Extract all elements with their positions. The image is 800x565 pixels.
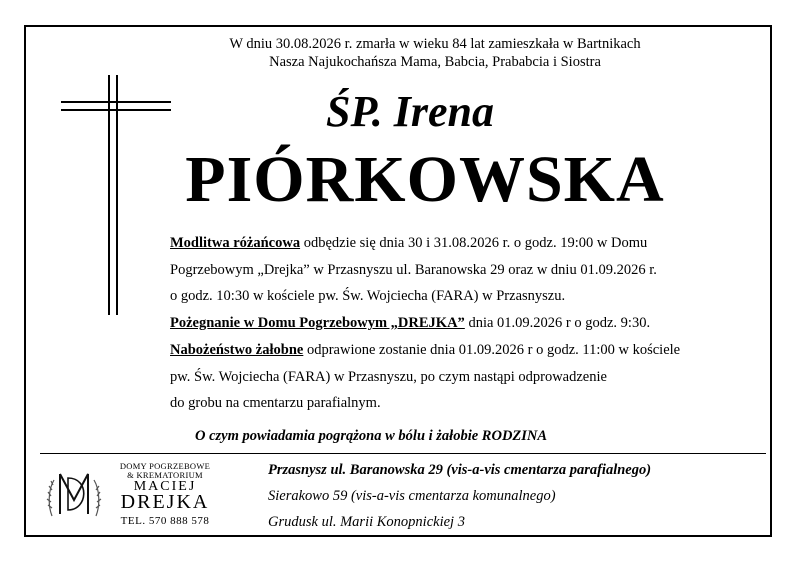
logo-subtitle-line-1: DOMY POGRZEBOWE bbox=[119, 461, 211, 471]
rosary-label: Modlitwa różańcowa bbox=[170, 235, 301, 251]
rosary-text: odbędzie się dnia 30 i 31.08.2026 r. o godz. 19:00 w Domu bbox=[300, 235, 648, 251]
intro-line-2: Nasza Najukochańsza Mama, Babcia, Prababcia i Siostra bbox=[269, 54, 601, 70]
mass-text: odprawione zostanie dnia 01.09.2026 r o godz. 11:00 w kościele bbox=[303, 342, 681, 358]
detail-line-3: o godz. 10:30 w kościele pw. Św. Wojciecha (FARA) w Przasnyszu. bbox=[170, 288, 566, 304]
cross-icon-horizontal-1 bbox=[61, 101, 171, 103]
cross-icon-vertical-1 bbox=[108, 75, 110, 315]
detail-line-6: pw. Św. Wojciecha (FARA) w Przasnyszu, po czym nastąpi odprowadzenie bbox=[170, 369, 607, 385]
cross-icon-vertical-2 bbox=[116, 75, 118, 315]
logo-subtitle bbox=[110, 462, 220, 480]
closing-line: O czym powiadamia pogrążona w bólu i żałobie RODZINA bbox=[195, 428, 548, 444]
detail-line-4 bbox=[170, 315, 650, 332]
funeral-home-logo bbox=[40, 462, 215, 528]
farewell-text: dnia 01.09.2026 r o godz. 9:30. bbox=[464, 315, 651, 331]
mass-label: Nabożeństwo żałobne bbox=[170, 342, 304, 358]
detail-line-7: do grobu na cmentarzu parafialnym. bbox=[170, 395, 381, 411]
intro-line-1: W dniu 30.08.2026 r. zmarła w wieku 84 lat zamieszkała w Bartnikach bbox=[229, 36, 641, 52]
detail-line-5 bbox=[170, 342, 680, 359]
deceased-last-name: PIÓRKOWSKA bbox=[185, 143, 665, 216]
deceased-first-name: ŚP. Irena bbox=[326, 87, 494, 136]
farewell-label: Pożegnanie w Domu Pogrzebowym „DREJKA” bbox=[170, 315, 465, 331]
address-grudusk: Grudusk ul. Marii Konopnickiej 3 bbox=[268, 514, 465, 530]
logo-first-name: MACIEJ bbox=[133, 479, 197, 494]
address-przasnysz: Przasnysz ul. Baranowska 29 (vis-a-vis cmentarza parafialnego) bbox=[268, 462, 652, 478]
footer-divider bbox=[40, 453, 766, 454]
logo-last-name: DREJKA bbox=[120, 491, 210, 513]
address-sierakowo: Sierakowo 59 (vis-a-vis cmentarza komunalnego) bbox=[268, 488, 556, 504]
detail-line-1 bbox=[170, 235, 647, 252]
logo-subtitle-line-2: & KREMATORIUM bbox=[127, 470, 203, 480]
logo-phone: TEL. 570 888 578 bbox=[120, 515, 210, 527]
cross-icon-horizontal-2 bbox=[61, 109, 171, 111]
detail-line-2: Pogrzebowym „Drejka” w Przasnyszu ul. Baranowska 29 oraz w dniu 01.09.2026 r. bbox=[170, 262, 657, 278]
md-monogram-icon bbox=[44, 464, 104, 524]
